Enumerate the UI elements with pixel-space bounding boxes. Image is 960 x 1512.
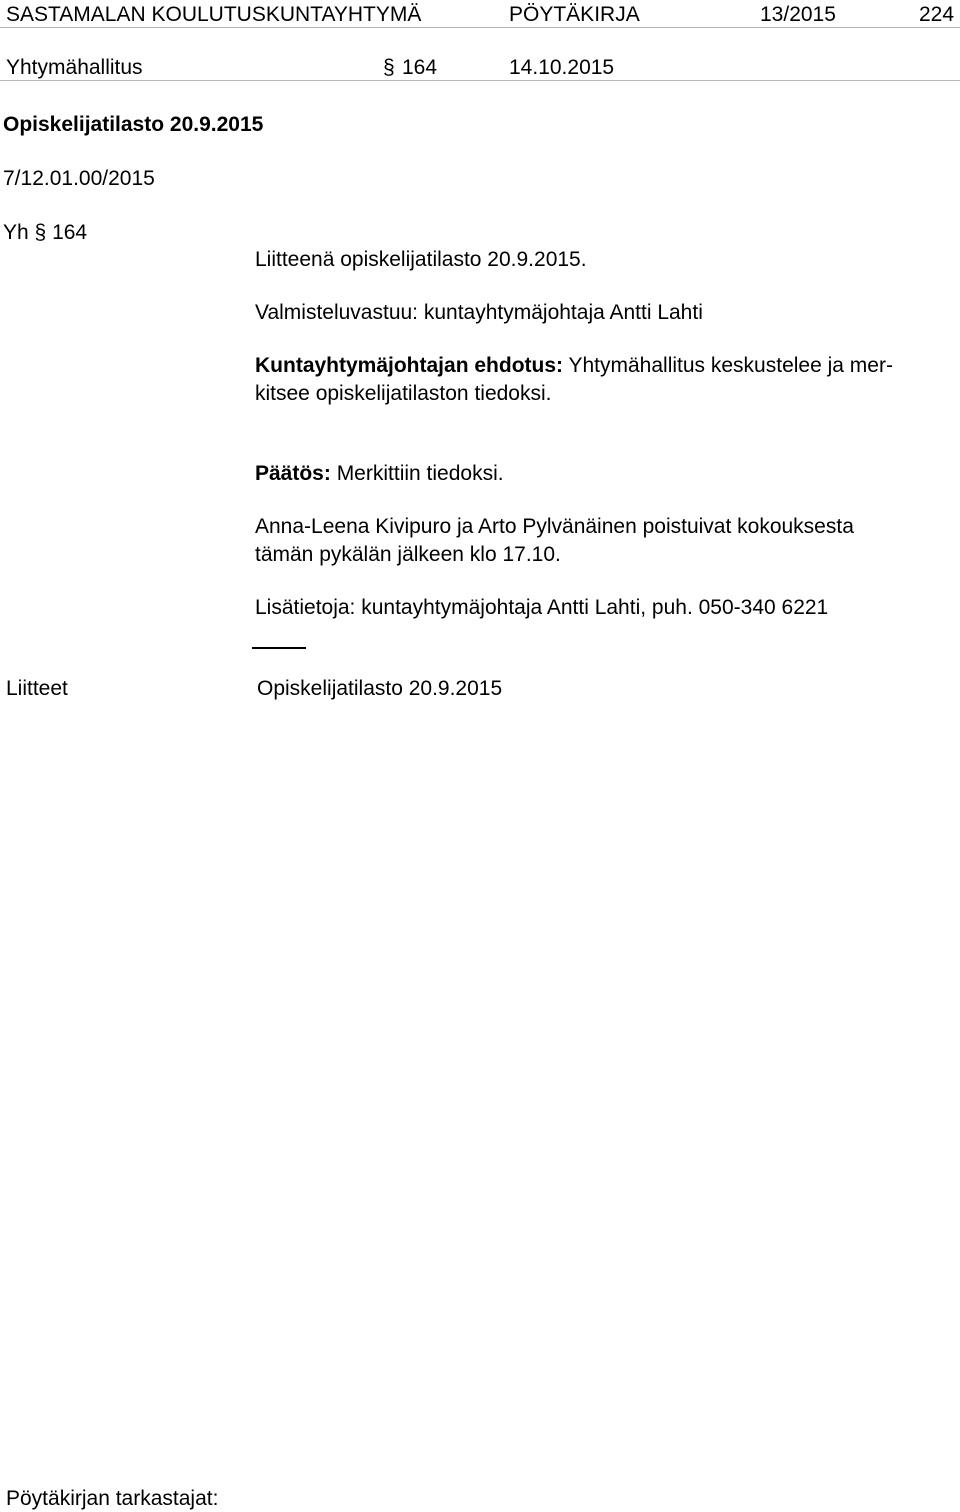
- departure-line-1: Anna-Leena Kivipuro ja Arto Pylvänäinen poistuivat kokouksesta: [255, 515, 854, 538]
- decision-label: Päätös:: [255, 462, 331, 485]
- contact-line: Lisätietoja: kuntayhtymäjohtaja Antti Lahti, puh. 050-340 6221: [255, 596, 829, 619]
- header-divider-bottom: [0, 80, 960, 81]
- proposal-paragraph: [255, 352, 955, 408]
- attachments-label: Liitteet: [6, 677, 68, 700]
- ref-prefix: Yh: [3, 221, 29, 244]
- ref-number: 164: [52, 221, 88, 244]
- proposal-line-1: [255, 352, 955, 380]
- proposal-line-2: kitsee opiskelijatilaston tiedoksi.: [255, 382, 552, 405]
- meeting-body-name: Yhtymähallitus: [6, 56, 143, 79]
- decision-line: [255, 463, 504, 484]
- proposal-text-1: Yhtymähallitus keskustelee ja mer-: [563, 354, 893, 377]
- organization-name: SASTAMALAN KOULUTUSKUNTAYHTYMÄ: [6, 3, 422, 26]
- departure-paragraph: [255, 513, 955, 569]
- decision-text: Merkittiin tiedoksi.: [330, 462, 504, 485]
- attachments-value: Opiskelijatilasto 20.9.2015: [257, 677, 503, 700]
- section-sign-icon: §: [34, 221, 47, 244]
- meeting-date: 14.10.2015: [509, 56, 615, 79]
- document-number: 13/2015: [760, 3, 836, 26]
- document-type: PÖYTÄKIRJA: [509, 3, 640, 26]
- section-number: 164: [402, 56, 438, 79]
- attachment-note: Liitteenä opiskelijatilasto 20.9.2015.: [255, 248, 587, 271]
- record-number: 7/12.01.00/2015: [3, 167, 155, 190]
- reviewers-label: Pöytäkirjan tarkastajat:: [6, 1487, 219, 1510]
- item-reference: [3, 222, 87, 243]
- departure-line-2: tämän pykälän jälkeen klo 17.10.: [255, 543, 561, 566]
- section-sign-icon: §: [383, 56, 395, 79]
- page-number: 224: [919, 3, 955, 26]
- preparer-line: Valmisteluvastuu: kuntayhtymäjohtaja Antti Lahti: [255, 301, 703, 324]
- end-rule: [252, 647, 306, 649]
- item-title: Opiskelijatilasto 20.9.2015: [3, 113, 264, 136]
- proposal-label: Kuntayhtymäjohtajan ehdotus:: [255, 354, 564, 377]
- header-divider-top: [0, 27, 960, 28]
